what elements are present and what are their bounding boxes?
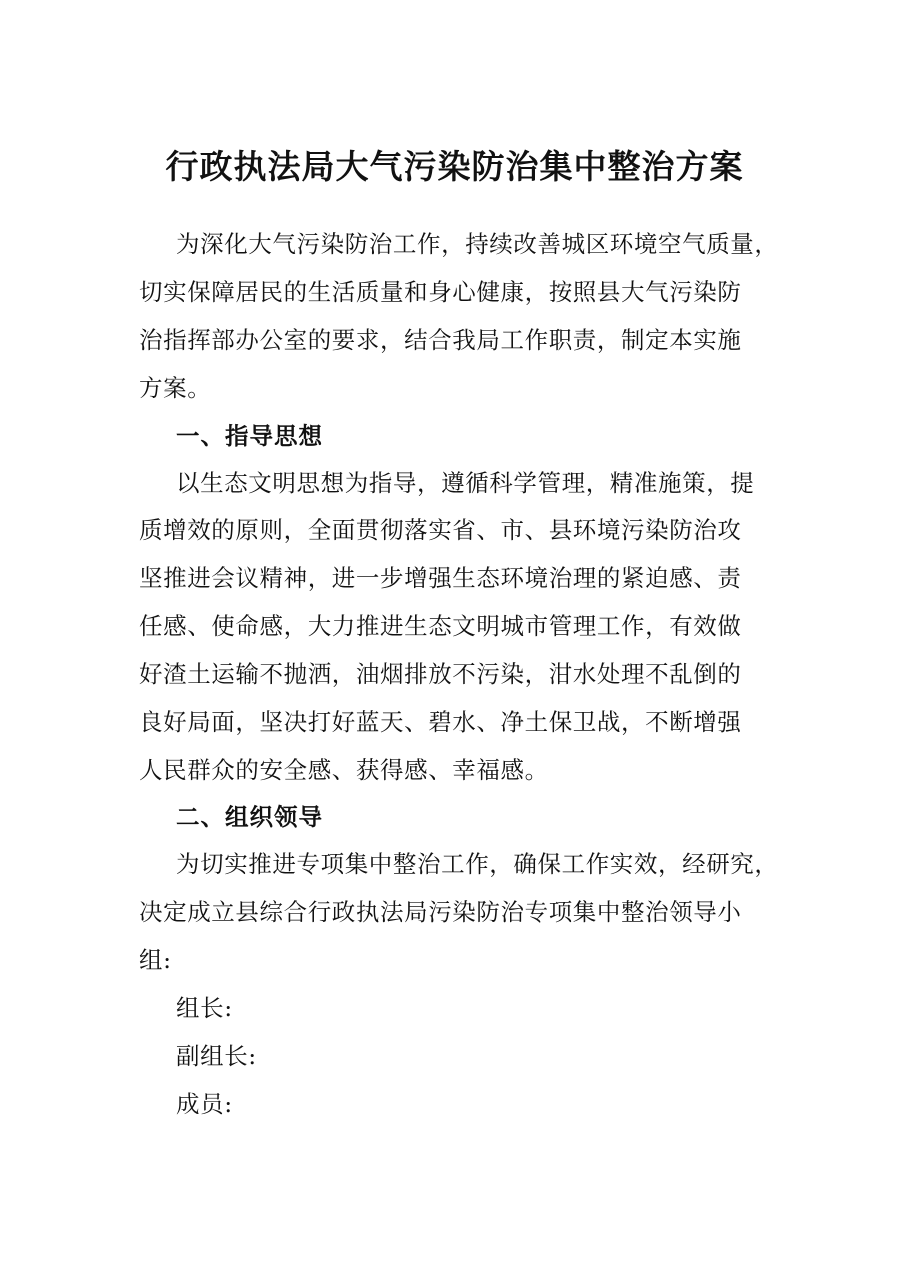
intro-line-1: 为深化大气污染防治工作，持续改善城区环境空气质量， — [176, 230, 779, 258]
intro-line-4: 方案。 — [139, 374, 212, 402]
section1-line-6: 良好局面，坚决打好蓝天、碧水、净土保卫战，不断增强 — [139, 708, 742, 736]
section1-line-1: 以生态文明思想为指导，遵循科学管理，精准施策，提 — [176, 469, 755, 497]
section1-line-4: 任感、使命感，大力推进生态文明城市管理工作，有效做 — [139, 612, 742, 640]
section2-line-3: 组: — [139, 946, 172, 974]
section1-line-3: 坚推进会议精神，进一步增强生态环境治理的紧迫感、责 — [139, 564, 742, 592]
section1-line-5: 好渣土运输不抛洒，油烟排放不污染，泔水处理不乱倒的 — [139, 660, 742, 688]
intro-line-2: 切实保障居民的生活质量和身心健康，按照县大气污染防 — [139, 278, 742, 306]
document-title: 行政执法局大气污染防治集中整治方案 — [165, 147, 744, 186]
section2-line-2: 决定成立县综合行政执法局污染防治专项集中整治领导小 — [139, 898, 742, 926]
intro-line-3: 治指挥部办公室的要求，结合我局工作职责，制定本实施 — [139, 326, 742, 354]
section1-heading: 一、指导思想 — [176, 422, 323, 450]
member-deputy-leader: 副组长: — [176, 1042, 257, 1070]
section1-line-7: 人民群众的安全感、获得感、幸福感。 — [139, 756, 549, 784]
member-members: 成员: — [176, 1090, 233, 1118]
section1-line-2: 质增效的原则，全面贯彻落实省、市、县环境污染防治攻 — [139, 516, 742, 544]
section2-line-1: 为切实推进专项集中整治工作，确保工作实效，经研究， — [176, 850, 779, 878]
section2-heading: 二、组织领导 — [176, 803, 323, 831]
member-leader: 组长: — [176, 994, 233, 1022]
